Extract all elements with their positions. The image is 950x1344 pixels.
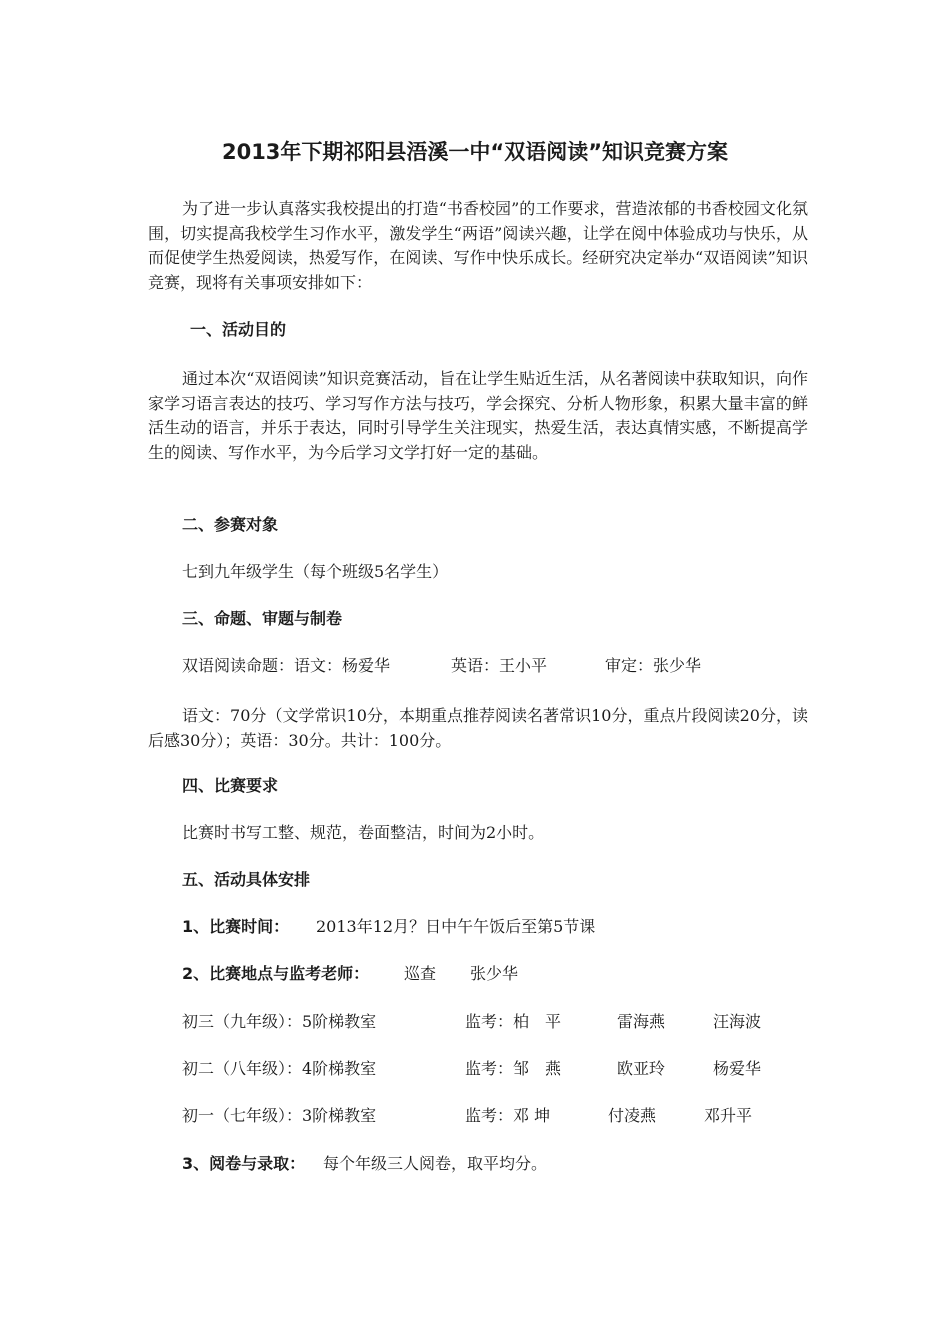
proctor-grade-7-1: 监考：邓 坤 bbox=[465, 1106, 551, 1125]
grading-value: 每个年级三人阅卷，取平均分。 bbox=[323, 1154, 548, 1173]
room-grade-7: 初一（七年级）：3阶梯教室 bbox=[182, 1106, 377, 1125]
requirements-text: 比赛时书写工整、规范，卷面整洁，时间为2小时。 bbox=[182, 823, 545, 842]
scores-text: 语文：70分（文学常识10分，本期重点推荐阅读名著常识10分，重点片段阅读20分，读后感30分）；英语：30分。共计：100分。 bbox=[148, 706, 808, 750]
grading-label: 3、阅卷与录取： bbox=[182, 1154, 306, 1173]
section-heading-arrangement: 五、活动具体安排 bbox=[182, 870, 311, 889]
intro-text: 为了进一步认真落实我校提出的打造“书香校园”的工作要求，营造浓郁的书香校园文化氛围，切实提高我校学生习作水平，激发学生“两语”阅读兴趣，让学在阅中体验成功与快乐，从而促使学生热爱阅读，热爱写作，在阅读、写作中快乐成长。经研究决定举办“双语阅读”知识竞赛，现将有关事项安排如下： bbox=[148, 199, 808, 292]
proctor-grade-9-3: 汪海波 bbox=[713, 1012, 762, 1031]
proctor-grade-9-2: 雷海燕 bbox=[617, 1012, 666, 1031]
venue-patrol: 巡查 bbox=[404, 964, 437, 983]
participants-text: 七到九年级学生（每个班级5名学生） bbox=[182, 562, 449, 581]
scores-paragraph bbox=[148, 704, 808, 753]
purpose-text: 通过本次“双语阅读”知识竞赛活动，旨在让学生贴近生活，从名著阅读中获取知识，向作家学习语言表达的技巧、学习写作方法与技巧，学会探究、分析人物形象，积累大量丰富的鲜活生动的语言，并乐于表达，同时引导学生关注现实，热爱生活，表达真情实感，不断提高学生的阅读、写作水平，为今后学习文学打好一定的基础。 bbox=[148, 369, 808, 462]
venue-patrol-person: 张少华 bbox=[470, 964, 519, 983]
purpose-paragraph bbox=[148, 367, 808, 465]
setting-reviewer: 审定：张少华 bbox=[605, 656, 702, 675]
document-title: 2013年下期祁阳县浯溪一中“双语阅读”知识竞赛方案 bbox=[221, 140, 729, 164]
proctor-grade-7-2: 付凌燕 bbox=[608, 1106, 657, 1125]
intro-paragraph bbox=[148, 197, 808, 295]
proctor-grade-8-1: 监考：邹 燕 bbox=[465, 1059, 562, 1078]
setting-chinese-author: 双语阅读命题：语文：杨爱华 bbox=[182, 656, 391, 675]
time-label: 1、比赛时间： bbox=[182, 917, 290, 936]
setting-english-author: 英语：王小平 bbox=[451, 656, 548, 675]
proctor-grade-7-3: 邓升平 bbox=[704, 1106, 753, 1125]
section-heading-setting: 三、命题、审题与制卷 bbox=[182, 609, 343, 628]
proctor-grade-9-1: 监考：柏 平 bbox=[465, 1012, 562, 1031]
section-heading-requirements: 四、比赛要求 bbox=[182, 776, 279, 795]
room-grade-9: 初三（九年级）：5阶梯教室 bbox=[182, 1012, 377, 1031]
time-value: 2013年12月？日中午午饭后至第5节课 bbox=[316, 917, 596, 936]
proctor-grade-8-3: 杨爱华 bbox=[713, 1059, 762, 1078]
room-grade-8: 初二（八年级）：4阶梯教室 bbox=[182, 1059, 377, 1078]
venue-label: 2、比赛地点与监考老师： bbox=[182, 964, 370, 983]
proctor-grade-8-2: 欧亚玲 bbox=[617, 1059, 666, 1078]
section-heading-participants: 二、参赛对象 bbox=[182, 515, 279, 534]
section-heading-purpose: 一、活动目的 bbox=[190, 320, 287, 339]
